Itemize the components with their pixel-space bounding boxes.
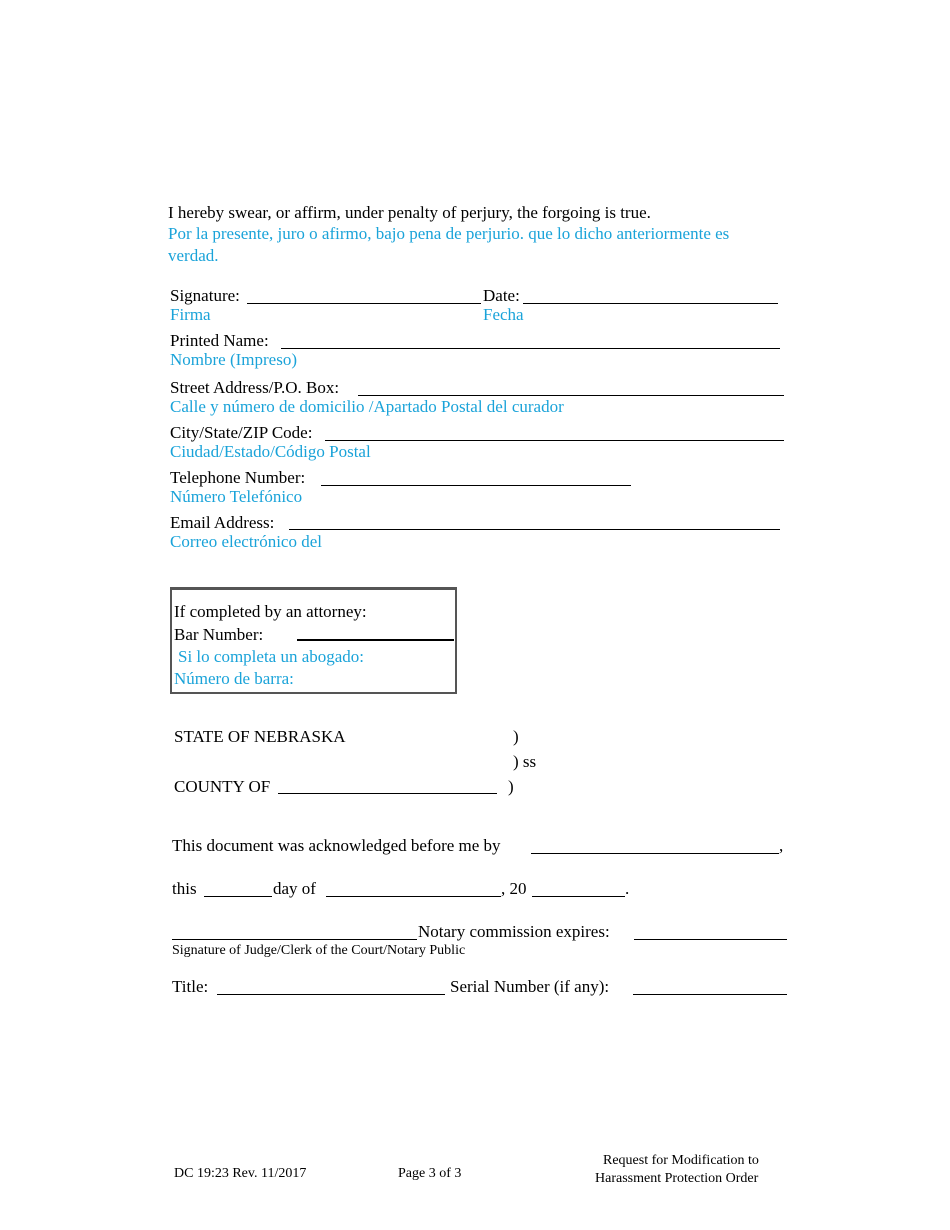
month-field[interactable] (326, 896, 501, 897)
acknowledged-period: . (625, 879, 630, 898)
commission-expires-label: Notary commission expires: (418, 922, 610, 941)
oath-text-en: I hereby swear, or affirm, under penalty of perjury, the forgoing is true. (168, 203, 651, 222)
street-address-label: Street Address/P.O. Box: (170, 378, 340, 397)
acknowledged-text: This document was acknowledged before me by (172, 836, 501, 855)
signature-field[interactable] (247, 303, 481, 304)
state-label: STATE OF NEBRASKA (174, 727, 346, 746)
oath-text-es-line2: verdad. (168, 246, 219, 265)
day-field[interactable] (204, 896, 272, 897)
printed-name-label: Printed Name: (170, 331, 269, 350)
date-field[interactable] (523, 303, 778, 304)
email-label: Email Address: (170, 513, 275, 532)
venue-paren-2: ) (508, 777, 514, 796)
telephone-label-es: Número Telefónico (170, 487, 303, 506)
year-prefix: , 20 (501, 879, 527, 898)
oath-text-es-line1: Por la presente, juro o afirmo, bajo pena de perjurio. que lo dicho anteriormente es (168, 224, 730, 243)
year-field[interactable] (532, 896, 625, 897)
date-label-es: Fecha (483, 305, 524, 324)
acknowledged-by-field[interactable] (531, 853, 779, 854)
doc-title-line2: Harassment Protection Order (595, 1171, 759, 1186)
signature-label-es: Firma (170, 305, 211, 324)
this-label: this (172, 879, 197, 898)
street-address-field[interactable] (358, 395, 784, 396)
email-label-es: Correo electrónico del (170, 532, 322, 551)
attorney-label-es: Si lo completa un abogado: (178, 647, 365, 666)
city-state-zip-label-es: Ciudad/Estado/Código Postal (170, 442, 371, 461)
venue-paren-1: ) (513, 727, 519, 746)
telephone-field[interactable] (321, 485, 631, 486)
printed-name-label-es: Nombre (Impreso) (170, 350, 297, 369)
title-label: Title: (172, 977, 209, 996)
bar-number-label-es: Número de barra: (174, 669, 294, 688)
date-label: Date: (483, 286, 520, 305)
email-field[interactable] (289, 529, 780, 530)
title-field[interactable] (217, 994, 445, 995)
county-field[interactable] (278, 793, 497, 794)
form-id: DC 19:23 Rev. 11/2017 (174, 1166, 307, 1181)
serial-number-field[interactable] (633, 994, 787, 995)
bar-number-field[interactable] (297, 639, 454, 641)
telephone-label: Telephone Number: (170, 468, 306, 487)
commission-expires-field[interactable] (634, 939, 787, 940)
notary-signature-caption: Signature of Judge/Clerk of the Court/Notary Public (172, 943, 466, 958)
signature-label: Signature: (170, 286, 240, 305)
day-of-label: day of (273, 879, 316, 898)
county-label: COUNTY OF (174, 777, 271, 796)
venue-ss: ) ss (513, 752, 537, 771)
page-number: Page 3 of 3 (398, 1166, 462, 1181)
printed-name-field[interactable] (281, 348, 780, 349)
street-address-label-es: Calle y número de domicilio /Apartado Postal del curador (170, 397, 564, 416)
city-state-zip-field[interactable] (325, 440, 784, 441)
doc-title-line1: Request for Modification to (603, 1153, 759, 1168)
notary-signature-field[interactable] (172, 939, 417, 940)
acknowledged-comma: , (779, 836, 784, 855)
bar-number-label: Bar Number: (174, 625, 264, 644)
serial-number-label: Serial Number (if any): (450, 977, 610, 996)
attorney-label: If completed by an attorney: (174, 602, 367, 621)
city-state-zip-label: City/State/ZIP Code: (170, 423, 313, 442)
